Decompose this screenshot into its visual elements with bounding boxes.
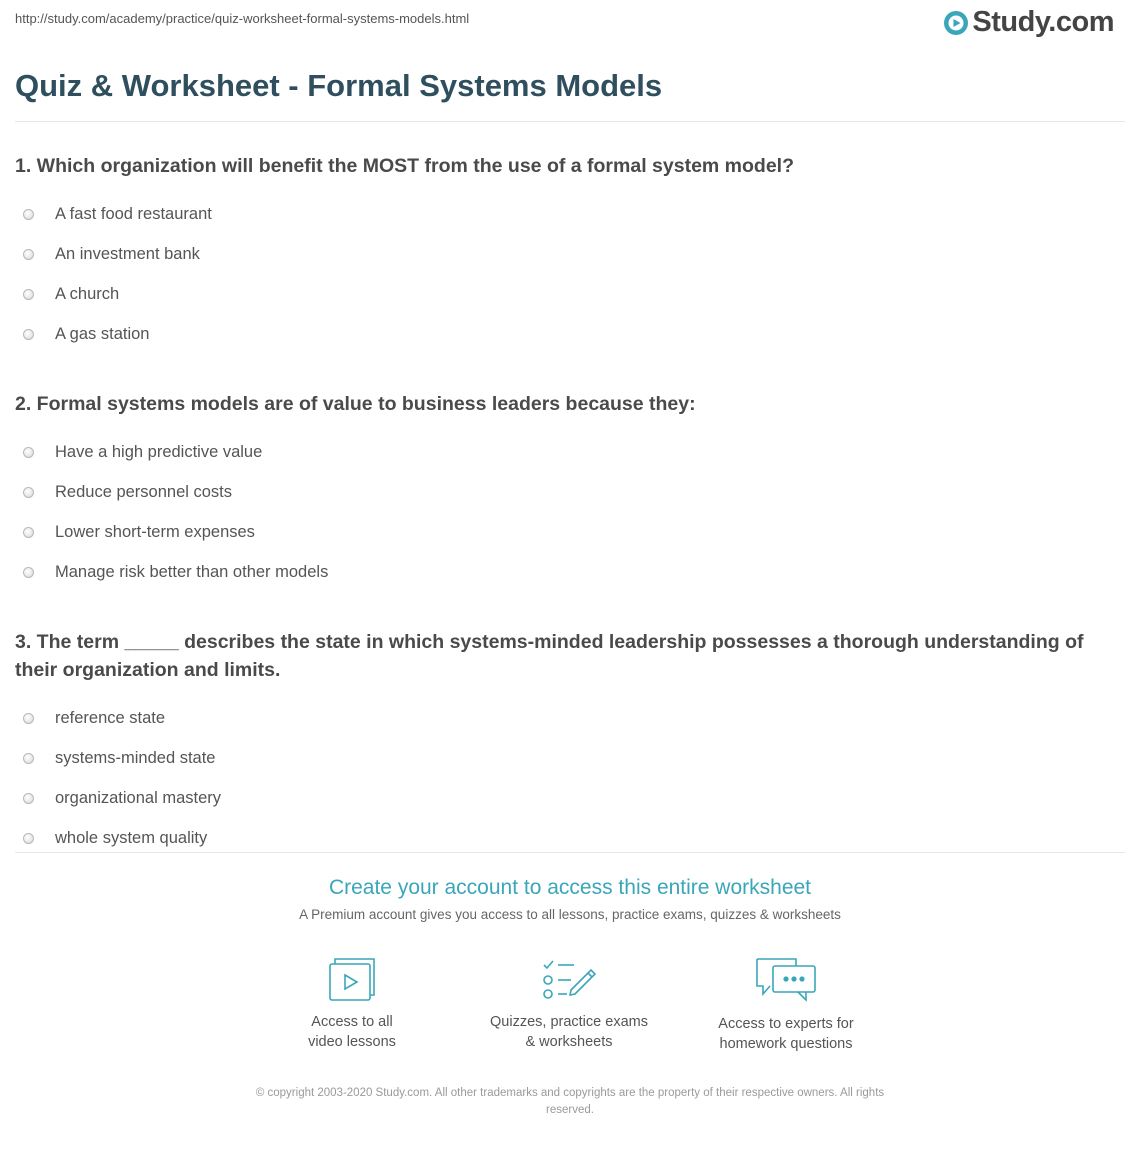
page-url: http://study.com/academy/practice/quiz-worksheet-formal-systems-models.html xyxy=(15,11,470,26)
radio-button-icon[interactable] xyxy=(23,329,34,340)
feature-label: Access to all video lessons xyxy=(308,1014,396,1050)
question-text: 2. Formal systems models are of value to business leaders because they: xyxy=(15,393,696,415)
premium-features xyxy=(0,956,1140,1066)
cta-divider xyxy=(15,852,1125,853)
feature-experts xyxy=(691,956,881,1054)
radio-button-icon[interactable] xyxy=(23,447,34,458)
radio-button-icon[interactable] xyxy=(23,793,34,804)
cta-subtext: A Premium account gives you access to all lessons, practice exams, quizzes & worksheets xyxy=(299,907,841,922)
radio-button-icon[interactable] xyxy=(23,833,34,844)
quiz-checklist-icon xyxy=(541,956,597,1002)
radio-button-icon[interactable] xyxy=(23,209,34,220)
question-2 xyxy=(15,390,1110,592)
question-text: 1. Which organization will benefit the MOST from the use of a formal system model? xyxy=(15,155,795,177)
answer-option[interactable] xyxy=(15,432,1110,472)
answer-label: organizational mastery xyxy=(55,788,221,807)
answer-label: An investment bank xyxy=(55,244,200,263)
play-logo-icon xyxy=(943,10,969,36)
answer-label: A gas station xyxy=(55,324,150,343)
video-lessons-icon xyxy=(326,956,378,1002)
answer-option[interactable] xyxy=(15,778,1110,818)
radio-button-icon[interactable] xyxy=(23,713,34,724)
question-list xyxy=(15,152,1110,894)
answer-label: systems-minded state xyxy=(55,748,216,767)
study-logo[interactable] xyxy=(943,6,1114,39)
radio-button-icon[interactable] xyxy=(23,567,34,578)
answer-option[interactable] xyxy=(15,472,1110,512)
answer-label: Have a high predictive value xyxy=(55,442,263,461)
feature-video-lessons xyxy=(257,956,447,1052)
answer-label: Lower short-term expenses xyxy=(55,522,255,541)
answer-label: Reduce personnel costs xyxy=(55,482,233,501)
answer-option[interactable] xyxy=(15,698,1110,738)
radio-button-icon[interactable] xyxy=(23,527,34,538)
answer-label: A fast food restaurant xyxy=(55,204,212,223)
question-3 xyxy=(15,628,1110,858)
feature-label: Access to experts for homework questions xyxy=(718,1016,854,1052)
answer-label: reference state xyxy=(55,708,166,727)
question-text: 3. The term _____ describes the state in which systems-minded leadership possesses a thorough understanding of their organization and limits. xyxy=(15,631,1084,681)
answer-option[interactable] xyxy=(15,234,1110,274)
feature-quizzes xyxy=(474,956,664,1052)
answer-option[interactable] xyxy=(15,512,1110,552)
answer-option[interactable] xyxy=(15,552,1110,592)
answer-label: A church xyxy=(55,284,120,303)
signup-cta xyxy=(0,874,1140,922)
answer-label: Manage risk better than other models xyxy=(55,562,329,581)
answer-option[interactable] xyxy=(15,274,1110,314)
copyright-footer: © copyright 2003-2020 Study.com. All other trademarks and copyrights are the property of their respective owners. All rights reserved. xyxy=(255,1087,885,1116)
page-title: Quiz & Worksheet - Formal Systems Models xyxy=(15,68,663,103)
radio-button-icon[interactable] xyxy=(23,249,34,260)
radio-button-icon[interactable] xyxy=(23,289,34,300)
logo-text: Study.com xyxy=(972,6,1114,38)
answer-option[interactable] xyxy=(15,738,1110,778)
chat-bubbles-icon xyxy=(754,956,818,1004)
cta-heading-link[interactable]: Create your account to access this entire worksheet xyxy=(328,876,812,899)
question-1 xyxy=(15,152,1110,354)
answer-label: whole system quality xyxy=(55,828,208,847)
answer-option[interactable] xyxy=(15,314,1110,354)
title-divider xyxy=(15,121,1125,122)
radio-button-icon[interactable] xyxy=(23,487,34,498)
answer-option[interactable] xyxy=(15,194,1110,234)
radio-button-icon[interactable] xyxy=(23,753,34,764)
feature-label: Quizzes, practice exams & worksheets xyxy=(490,1014,648,1050)
